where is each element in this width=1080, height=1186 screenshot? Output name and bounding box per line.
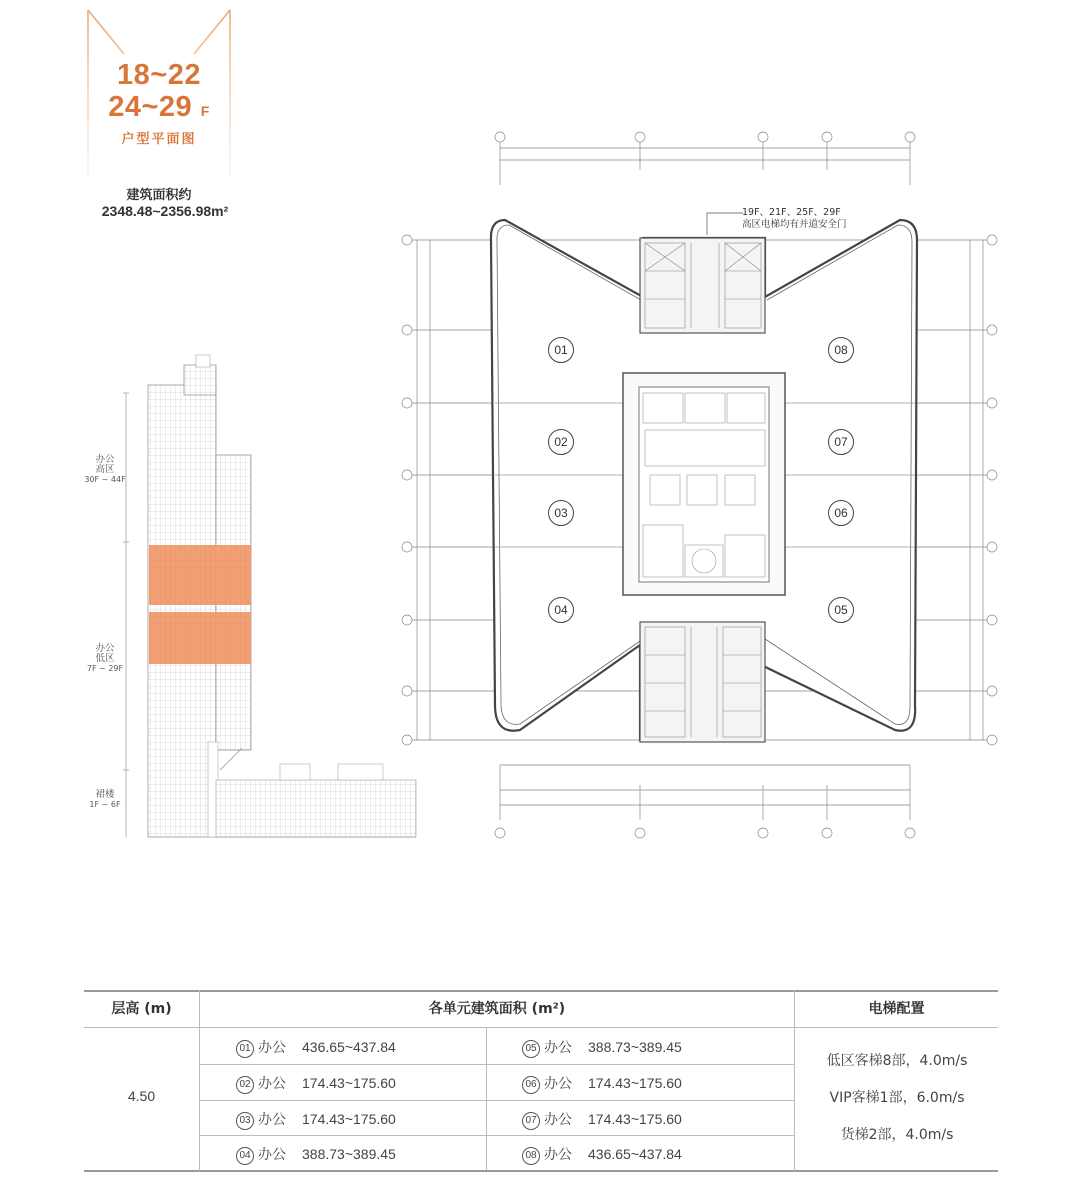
- unit-area: 174.43~175.60: [302, 1111, 396, 1127]
- table-row: [236, 1109, 396, 1130]
- unit-no: 07: [522, 1112, 540, 1130]
- unit-kind: 办公: [258, 1076, 286, 1092]
- unit-label-07: 07: [828, 429, 854, 455]
- unit-kind: 办公: [544, 1076, 572, 1092]
- table-row: [236, 1073, 396, 1094]
- floor-range-line1: 18~22: [117, 59, 201, 91]
- unit-no: 08: [522, 1147, 540, 1165]
- elevator-low-zone: 低区客梯8部，4.0m/s: [826, 1053, 968, 1069]
- zone-low-range: 7F ~ 29F: [86, 664, 124, 673]
- table-row: [522, 1037, 682, 1058]
- area-label: 建筑面积约: [126, 188, 192, 203]
- zone-high-name: 办公 高区: [95, 454, 115, 475]
- unit-area: 174.43~175.60: [588, 1111, 682, 1127]
- elevator-vip: VIP客梯1部，6.0m/s: [829, 1090, 965, 1106]
- unit-label-06: 06: [828, 500, 854, 526]
- unit-kind: 办公: [258, 1147, 286, 1163]
- unit-no: 02: [236, 1076, 254, 1094]
- floor-plan: [395, 125, 1005, 845]
- floor-range-badge: [84, 6, 234, 181]
- elevator-note: [742, 207, 847, 231]
- table-row: [522, 1109, 682, 1130]
- unit-kind: 办公: [258, 1040, 286, 1056]
- unit-kind: 办公: [544, 1040, 572, 1056]
- unit-area: 388.73~389.45: [588, 1039, 682, 1055]
- zone-podium-name: 裙楼: [95, 789, 115, 800]
- unit-label-02: 02: [548, 429, 574, 455]
- header-floor-height: 层高 (m): [111, 1001, 172, 1017]
- unit-area: 174.43~175.60: [302, 1075, 396, 1091]
- unit-kind: 办公: [258, 1112, 286, 1128]
- zone-podium-range: 1F ~ 6F: [89, 800, 121, 809]
- table-row: [522, 1144, 682, 1165]
- zone-label-podium: [80, 790, 130, 810]
- elevator-note-line1: 19F、21F、25F、29F: [742, 207, 841, 218]
- zone-high-range: 30F ~ 44F: [84, 475, 126, 484]
- unit-label-01: 01: [548, 337, 574, 363]
- table-row: [236, 1037, 396, 1058]
- unit-label-03: 03: [548, 500, 574, 526]
- unit-no: 04: [236, 1147, 254, 1165]
- header-elevator: 电梯配置: [868, 1001, 925, 1017]
- unit-kind: 办公: [544, 1147, 572, 1163]
- unit-area: 174.43~175.60: [588, 1075, 682, 1091]
- unit-no: 01: [236, 1040, 254, 1058]
- unit-area-table: [84, 990, 998, 1172]
- plan-label: 户型平面图: [121, 132, 197, 147]
- unit-area: 436.65~437.84: [588, 1146, 682, 1162]
- building-elevation: [120, 350, 420, 845]
- unit-label-04: 04: [548, 597, 574, 623]
- floor-height-value: 4.50: [127, 1088, 156, 1104]
- unit-label-05: 05: [828, 597, 854, 623]
- header-unit-area: 各单元建筑面积 (m²): [428, 1001, 566, 1017]
- unit-area: 388.73~389.45: [302, 1146, 396, 1162]
- unit-area: 436.65~437.84: [302, 1039, 396, 1055]
- zone-label-low: [80, 644, 130, 674]
- elevator-freight: 货梯2部，4.0m/s: [840, 1127, 954, 1143]
- unit-no: 05: [522, 1040, 540, 1058]
- unit-kind: 办公: [544, 1112, 572, 1128]
- table-row: [522, 1073, 682, 1094]
- zone-label-high: [80, 455, 130, 485]
- floor-range-line2: 24~29 F: [108, 91, 210, 123]
- unit-no: 03: [236, 1112, 254, 1130]
- elevator-note-line2: 高区电梯均有并道安全门: [742, 219, 847, 230]
- area-value: 2348.48~2356.98m²: [101, 203, 229, 219]
- unit-label-08: 08: [828, 337, 854, 363]
- table-row: [236, 1144, 396, 1165]
- unit-no: 06: [522, 1076, 540, 1094]
- zone-low-name: 办公 低区: [95, 643, 115, 664]
